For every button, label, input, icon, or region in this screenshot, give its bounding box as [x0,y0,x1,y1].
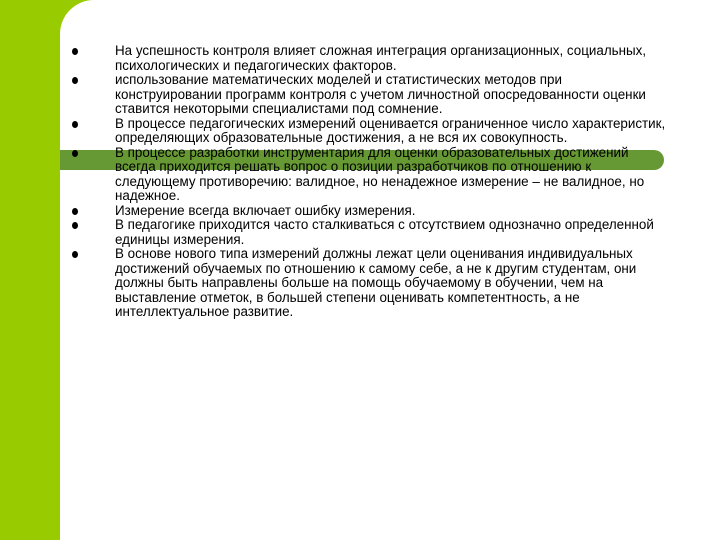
bullet-item [72,146,672,204]
bullet-item [72,73,672,117]
bullet-text: использование математических моделей и статистических методов при конструировании программ контроля с учетом личностной опосредованности оценки ставится некоторыми специалистами под сомнение. [115,72,646,116]
bullet-dot-icon [72,208,78,215]
bullet-item [72,117,672,146]
bullet-item [72,247,672,320]
bullet-dot-icon [72,222,78,229]
bullet-dot-icon [72,150,78,157]
bullet-text: На успешность контроля влияет сложная интеграция организационных, социальных, психологических и педагогических факторов. [115,43,647,73]
bullet-text: В основе нового типа измерений должны лежат цели оценивания индивидуальных достижений обучаемых по отношению к самому себе, а не к другим студентам, они должны быть направлены больше на помощь обучаемому в обучении, чем на выставление отметок, в большей степени оценивать компетентность, а не интеллектуальное развитие. [115,246,637,319]
bullet-item [72,218,672,247]
bullet-list [72,44,672,320]
bullet-text: В процессе разработки инструментария для оценки образовательных достижений всегда приходится решать вопрос о позиции разработчиков по отношению к следующему противоречию: валидное, но ненадежное измерение – не валидное, но надежное. [115,144,645,203]
bullet-dot-icon [72,48,78,55]
bullet-text: В процессе педагогических измерений оценивается ограниченное число характеристик, определяющих образовательные достижения, а не вся их совокупность. [115,115,666,145]
bullet-text: Измерение всегда включает ошибку измерения. [115,202,416,218]
bullet-item [72,44,672,73]
bullet-dot-icon [72,251,78,258]
bullet-item [72,204,672,219]
left-accent-bar [0,0,60,540]
bullet-text: В педагогике приходится часто сталкиваться с отсутствием однозначно определенной единицы измерения. [115,217,654,247]
bullet-dot-icon [72,121,78,128]
bullet-dot-icon [72,77,78,84]
